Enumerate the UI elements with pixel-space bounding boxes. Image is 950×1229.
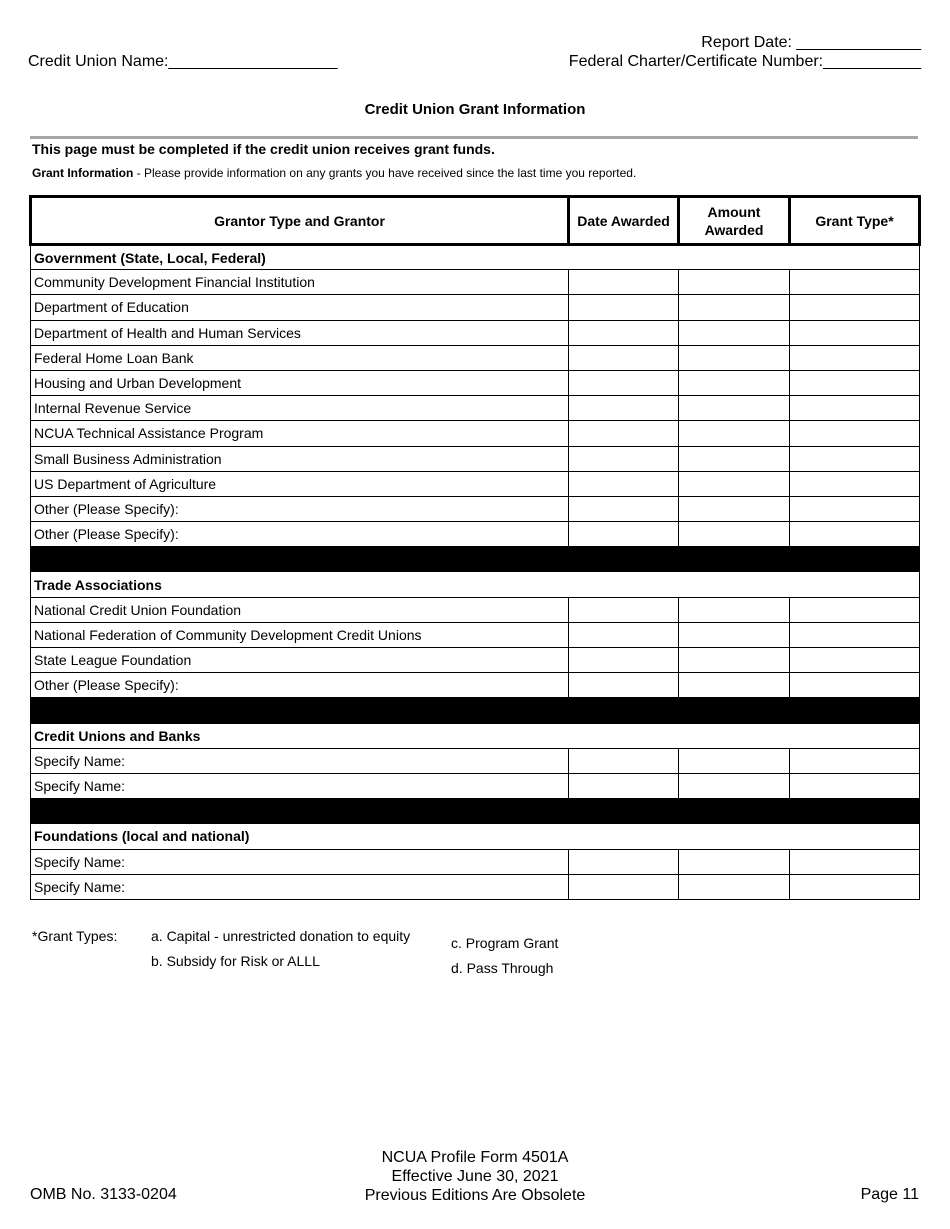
table-row — [31, 496, 920, 521]
grant-table — [29, 195, 921, 900]
grantor-name: Specify Name: — [31, 773, 569, 798]
col-amount-awarded: Amount Awarded — [679, 197, 790, 245]
table-row — [31, 396, 920, 421]
grantor-name: State League Foundation — [31, 648, 569, 673]
section-separator — [31, 799, 920, 824]
table-row — [31, 622, 920, 647]
section-title: Government (State, Local, Federal) — [31, 245, 920, 270]
section-title: Trade Associations — [31, 572, 920, 597]
date-awarded-cell[interactable] — [569, 673, 679, 698]
grant-type-cell[interactable] — [790, 773, 920, 798]
col-date-awarded: Date Awarded — [569, 197, 679, 245]
amount-awarded-cell[interactable] — [679, 673, 790, 698]
report-date-field[interactable]: Report Date: ______________ — [701, 34, 921, 51]
date-awarded-cell[interactable] — [569, 295, 679, 320]
grant-type-cell[interactable] — [790, 471, 920, 496]
table-row — [31, 345, 920, 370]
footer-obsolete-note: Previous Editions Are Obsolete — [364, 1187, 586, 1204]
amount-awarded-cell[interactable] — [679, 522, 790, 547]
separator-cell — [31, 547, 920, 572]
date-awarded-cell[interactable] — [569, 396, 679, 421]
date-awarded-cell[interactable] — [569, 370, 679, 395]
date-awarded-cell[interactable] — [569, 522, 679, 547]
separator-cell — [31, 799, 920, 824]
table-row — [31, 522, 920, 547]
table-row — [31, 471, 920, 496]
grant-type-cell[interactable] — [790, 370, 920, 395]
grant-information-note — [32, 166, 636, 180]
col-grant-type: Grant Type* — [790, 197, 920, 245]
grant-type-d: d. Pass Through — [451, 960, 554, 976]
date-awarded-cell[interactable] — [569, 622, 679, 647]
grant-information-text: - Please provide information on any grants you have received since the last time you reported. — [133, 166, 637, 180]
date-awarded-cell[interactable] — [569, 421, 679, 446]
table-row — [31, 874, 920, 899]
amount-awarded-cell[interactable] — [679, 496, 790, 521]
grant-type-cell[interactable] — [790, 597, 920, 622]
grant-type-a: a. Capital - unrestricted donation to equity — [151, 928, 411, 944]
table-row — [31, 270, 920, 295]
amount-awarded-cell[interactable] — [679, 320, 790, 345]
grant-type-cell[interactable] — [790, 320, 920, 345]
date-awarded-cell[interactable] — [569, 270, 679, 295]
grant-type-cell[interactable] — [790, 673, 920, 698]
grant-type-cell[interactable] — [790, 849, 920, 874]
grant-information-label: Grant Information — [32, 166, 134, 180]
grantor-name: Other (Please Specify): — [31, 496, 569, 521]
date-awarded-cell[interactable] — [569, 446, 679, 471]
section-separator — [31, 698, 920, 723]
amount-awarded-cell[interactable] — [679, 471, 790, 496]
grantor-name: Department of Health and Human Services — [31, 320, 569, 345]
table-row — [31, 748, 920, 773]
section-header-row — [31, 824, 920, 849]
grant-type-cell[interactable] — [790, 345, 920, 370]
footer-page-number: Page 11 — [860, 1186, 919, 1203]
amount-awarded-cell[interactable] — [679, 396, 790, 421]
date-awarded-cell[interactable] — [569, 320, 679, 345]
grantor-name: National Credit Union Foundation — [31, 597, 569, 622]
date-awarded-cell[interactable] — [569, 471, 679, 496]
date-awarded-cell[interactable] — [569, 496, 679, 521]
date-awarded-cell[interactable] — [569, 773, 679, 798]
table-row — [31, 421, 920, 446]
charter-number-field[interactable]: Federal Charter/Certificate Number:___________ — [568, 53, 921, 70]
table-header-row — [31, 197, 920, 245]
date-awarded-cell[interactable] — [569, 345, 679, 370]
section-header-row — [31, 245, 920, 270]
date-awarded-cell[interactable] — [569, 648, 679, 673]
grantor-name: Department of Education — [31, 295, 569, 320]
grant-type-cell[interactable] — [790, 622, 920, 647]
grant-type-cell[interactable] — [790, 295, 920, 320]
grant-type-cell[interactable] — [790, 748, 920, 773]
grantor-name: Federal Home Loan Bank — [31, 345, 569, 370]
grantor-name: Internal Revenue Service — [31, 396, 569, 421]
table-row — [31, 849, 920, 874]
amount-awarded-cell[interactable] — [679, 773, 790, 798]
footer-effective-date: Effective June 30, 2021 — [391, 1168, 559, 1185]
col-grantor: Grantor Type and Grantor — [31, 197, 569, 245]
grant-type-b: b. Subsidy for Risk or ALLL — [151, 953, 320, 969]
table-row — [31, 648, 920, 673]
table-row — [31, 446, 920, 471]
credit-union-name-field[interactable]: Credit Union Name:___________________ — [28, 53, 338, 70]
table-row — [31, 673, 920, 698]
footer-form-name: NCUA Profile Form 4501A — [381, 1149, 569, 1166]
grant-type-cell[interactable] — [790, 874, 920, 899]
footer-omb-number: OMB No. 3133-0204 — [30, 1186, 177, 1203]
section-title: Foundations (local and national) — [31, 824, 920, 849]
amount-awarded-cell[interactable] — [679, 295, 790, 320]
grantor-name: Small Business Administration — [31, 446, 569, 471]
title-divider — [30, 136, 918, 139]
grantor-name: Community Development Financial Institution — [31, 270, 569, 295]
section-header-row — [31, 572, 920, 597]
grantor-name: Other (Please Specify): — [31, 673, 569, 698]
grant-type-cell[interactable] — [790, 522, 920, 547]
section-header-row — [31, 723, 920, 748]
grant-types-label: *Grant Types: — [32, 928, 118, 944]
grantor-name: US Department of Agriculture — [31, 471, 569, 496]
section-separator — [31, 547, 920, 572]
table-row — [31, 773, 920, 798]
amount-awarded-cell[interactable] — [679, 421, 790, 446]
grant-type-cell[interactable] — [790, 648, 920, 673]
amount-awarded-cell[interactable] — [679, 849, 790, 874]
grantor-name: Specify Name: — [31, 874, 569, 899]
amount-awarded-cell[interactable] — [679, 345, 790, 370]
completion-instruction: This page must be completed if the credit union receives grant funds. — [32, 141, 495, 157]
grant-table-body — [31, 245, 920, 900]
grantor-name: Other (Please Specify): — [31, 522, 569, 547]
grantor-name: National Federation of Community Development Credit Unions — [31, 622, 569, 647]
grant-type-cell[interactable] — [790, 396, 920, 421]
amount-awarded-cell[interactable] — [679, 748, 790, 773]
amount-awarded-cell[interactable] — [679, 648, 790, 673]
date-awarded-cell[interactable] — [569, 748, 679, 773]
amount-awarded-cell[interactable] — [679, 446, 790, 471]
grantor-name: Specify Name: — [31, 748, 569, 773]
separator-cell — [31, 698, 920, 723]
table-row — [31, 370, 920, 395]
date-awarded-cell[interactable] — [569, 849, 679, 874]
table-row — [31, 597, 920, 622]
amount-awarded-cell[interactable] — [679, 622, 790, 647]
table-row — [31, 295, 920, 320]
grantor-name: Housing and Urban Development — [31, 370, 569, 395]
amount-awarded-cell[interactable] — [679, 370, 790, 395]
section-title: Credit Unions and Banks — [31, 723, 920, 748]
date-awarded-cell[interactable] — [569, 874, 679, 899]
grant-type-c: c. Program Grant — [451, 935, 559, 951]
table-row — [31, 320, 920, 345]
date-awarded-cell[interactable] — [569, 597, 679, 622]
amount-awarded-cell[interactable] — [679, 270, 790, 295]
grant-type-cell[interactable] — [790, 496, 920, 521]
amount-awarded-cell[interactable] — [679, 874, 790, 899]
grant-type-cell[interactable] — [790, 270, 920, 295]
grantor-name: Specify Name: — [31, 849, 569, 874]
grant-type-cell[interactable] — [790, 421, 920, 446]
grantor-name: NCUA Technical Assistance Program — [31, 421, 569, 446]
grant-type-cell[interactable] — [790, 446, 920, 471]
page-title: Credit Union Grant Information — [364, 101, 586, 118]
amount-awarded-cell[interactable] — [679, 597, 790, 622]
